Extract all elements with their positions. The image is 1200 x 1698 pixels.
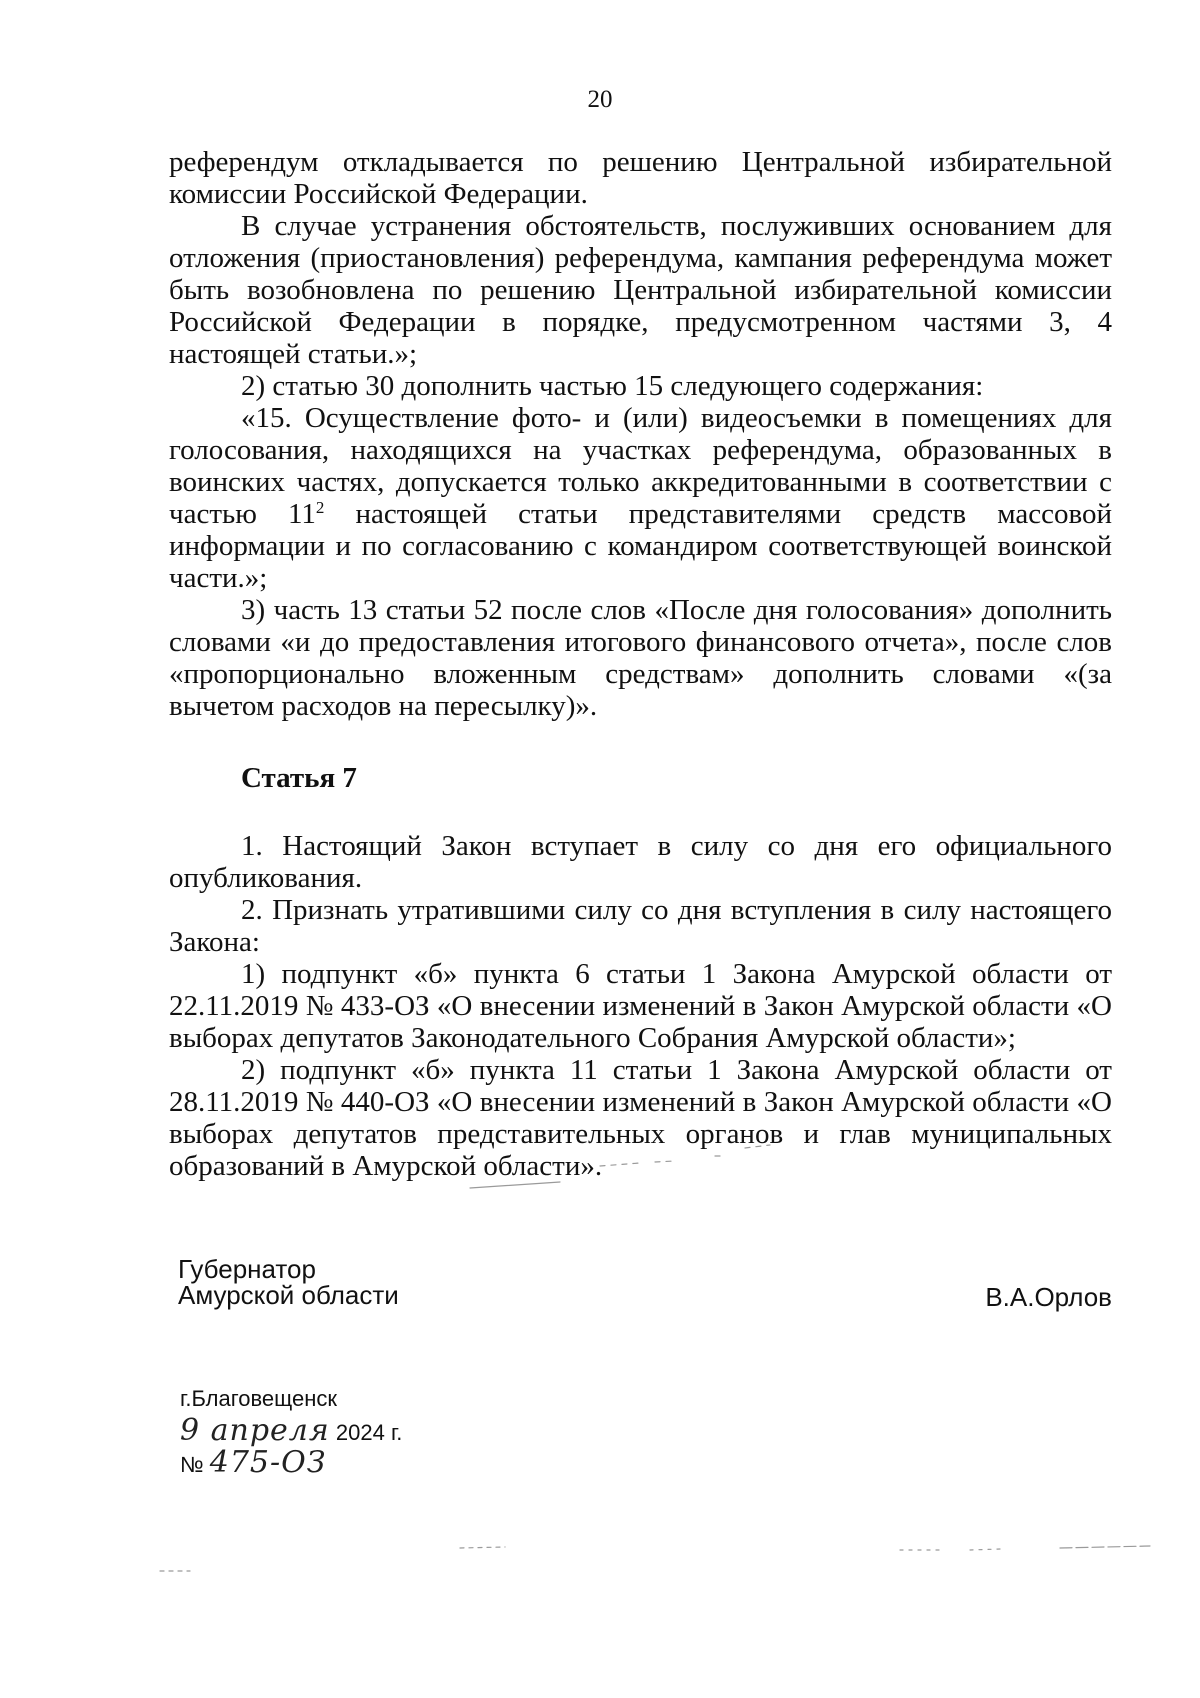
paragraph: референдум откладывается по решению Центральной избирательной комиссии Российской Федерации. [169, 146, 1112, 210]
paragraph-text: настоящей статьи представителями средств массовой информации и по согласованию с командиром соответствующей воинской части.»; [169, 498, 1112, 594]
signer-position: Губернатор [178, 1254, 316, 1284]
date-line [180, 1415, 402, 1447]
year: 2024 г. [335, 1420, 403, 1445]
paragraph: 2. Признать утратившими силу со дня вступления в силу настоящего Закона: [169, 894, 1112, 958]
number-line [180, 1447, 402, 1479]
paragraph: 1. Настоящий Закон вступает в силу со дня его официального опубликования. [169, 830, 1112, 894]
handwritten-date: 9 апреля [180, 1413, 330, 1448]
city: г.Благовещенск [180, 1386, 338, 1411]
place-date-block [180, 1383, 402, 1479]
signer-name: В.А.Орлов [985, 1282, 1112, 1312]
handwritten-number: 475-ОЗ [209, 1445, 327, 1480]
paragraph: 3) часть 13 статьи 52 после слов «После дня голосования» дополнить словами «и до предоставления итогового финансового отчета», после слов «пропорционально вложенным средствам» дополнить словами «(за вычетом расходов на пересылку)». [169, 594, 1112, 722]
document-body [169, 146, 1112, 1182]
paragraph [169, 402, 1112, 594]
paragraph: 2) статью 30 дополнить частью 15 следующего содержания: [241, 370, 984, 402]
superscript: 2 [315, 498, 325, 517]
article-title: Статья 7 [241, 762, 357, 794]
signer-region: Амурской области [178, 1280, 399, 1310]
page-number: 20 [587, 86, 613, 113]
number-label: № [180, 1452, 204, 1477]
paragraph: 2) подпункт «б» пункта 11 статьи 1 Закона Амурской области от 28.11.2019 № 440-ОЗ «О внесении изменений в Закон Амурской области «О выборах депутатов представительных органов и глав муниципальных образований в Амурской области». [169, 1054, 1112, 1182]
signature-block [178, 1254, 1112, 1312]
paragraph: В случае устранения обстоятельств, послуживших основанием для отложения (приостановления) референдума, кампания референдума может быть возобновлена по решению Центральной избирательной комиссии Российской Федерации в порядке, предусмотренном частями 3, 4 настоящей статьи.»; [169, 210, 1112, 370]
paragraph: 1) подпункт «б» пункта 6 статьи 1 Закона Амурской области от 22.11.2019 № 433-ОЗ «О внесении изменений в Закон Амурской области «О выборах депутатов Законодательного Собрания Амурской области»; [169, 958, 1112, 1054]
paragraph-text: «15. Осуществление фото- и (или) видеосъемки в помещениях для голосования, находящихся на участках референдума, образованных в воинских частях, допускается только аккредитованными в соответствии с частью 11 [169, 402, 1112, 530]
